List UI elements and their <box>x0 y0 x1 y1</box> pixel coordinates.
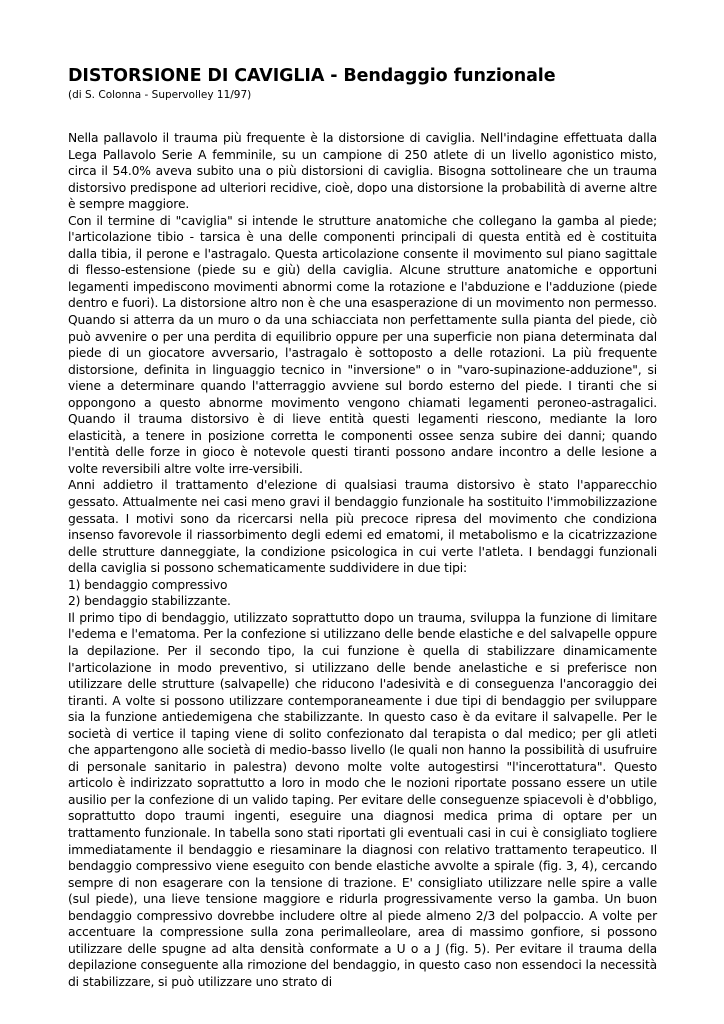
document-title: DISTORSIONE DI CAVIGLIA - Bendaggio funzionale <box>68 66 556 86</box>
paragraph-treatment: Anni addietro il trattamento d'elezione di qualsiasi trauma distorsivo è stato l'apparecchio gessato. Attualmente nei casi meno gravi il bendaggio funzionale ha sostituito l'immobilizzazione gessata. I motivi sono da ricercarsi nella più precoce ripresa del movimento che condiziona insenso favorevole il riassorbimento degli edemi ed ematomi, il metabolismo e la cicatrizzazione delle strutture danneggiate, la condizione psicologica in cui verte l'atleta. I bendaggi funzionali della caviglia si possono schematicamente suddividere in due tipi: <box>68 478 657 576</box>
document-page <box>68 64 657 990</box>
document-byline: (di S. Colonna - Supervolley 11/97) <box>68 89 252 101</box>
list-item-compressive: 1) bendaggio compressivo <box>68 577 228 592</box>
paragraph-intro: Nella pallavolo il trauma più frequente è la distorsione di caviglia. Nell'indagine effettuata dalla Lega Pallavolo Serie A femminile, su un campione di 250 atlete di un livello agonistico misto, circa il 54.0% aveva subito una o più distorsioni di caviglia. Bisogna sottolineare che un trauma distorsivo predispone ad ulteriori recidive, cioè, dopo una distorsione la probabilità di averne altre è sempre maggiore. <box>68 131 657 212</box>
article-body <box>68 130 657 990</box>
list-item-stabilizing: 2) bendaggio stabilizzante. <box>68 594 231 609</box>
paragraph-anatomy: Con il termine di "caviglia" si intende le strutture anatomiche che collegano la gamba al piede; l'articolazione tibio - tarsica è una delle componenti principali di questa entità ed è costituita dalla tibia, il perone e l'astragalo. Questa articolazione consente il movimento sul piano sagittale di flesso-estensione (piede su e giù) della caviglia. Alcune strutture anatomiche e opportuni legamenti impediscono movimenti abnormi come la rotazione e l'abduzione e l'adduzione (piede dentro e fuori). La distorsione altro non è che una esasperazione di un movimento non permesso. Quando si atterra da un muro o da una schiacciata non perfettamente sulla pianta del piede, ciò può avvenire o per una perdita di equilibrio oppure per una superficie non piana determinata dal piede di un giocatore avversario, l'astragalo è sottoposto a delle rotazioni. La più frequente distorsione, definita in linguaggio tecnico in "inversione" o in "varo-supinazione-adduzione", si viene a determinare quando l'atterraggio avviene sul bordo esterno del piede. I tiranti che si oppongono a questo abnorme movimento vengono chiamati legamenti peroneo-astragalici. Quando il trauma distorsivo è di lieve entità questi legamenti riescono, mediante la loro elasticità, a tenere in posizione corretta le componenti ossee senza subire dei danni; quando l'entità delle forze in gioco è notevole questi tiranti possono andare incontro a delle lesione a volte reversibili altre volte irre-versibili. <box>68 213 657 476</box>
paragraph-bandage-types: Il primo tipo di bendaggio, utilizzato soprattutto dopo un trauma, sviluppa la funzione di limitare l'edema e l'ematoma. Per la confezione si utilizzano delle bende elastiche e del salvapelle oppure la depilazione. Per il secondo tipo, la cui funzione è quella di stabilizzare dinamicamente l'articolazione in modo preventivo, si utilizzano delle bende anelastiche e si preferisce non utilizzare delle strutture (salvapelle) che riducono l'adesività e di conseguenza l'ancoraggio dei tiranti. A volte si possono utilizzare contemporaneamente i due tipi di bendaggio per sviluppare sia la funzione antiedemigena che stabilizzante. In questo caso è da evitare il salvapelle. Per le società di vertice il taping viene di solito confezionato dal terapista o dal medico; per gli atleti che appartengono alle società di medio-basso livello (le quali non hanno la possibilità di usufruire di personale sanitario in palestra) devono molte volte autogestirsi "l'incerottatura". Questo articolo è indirizzato soprattutto a loro in modo che le nozioni riportate possano essere un utile ausilio per la confezione di un valido taping. Per evitare delle conseguenze spiacevoli è d'obbligo, soprattutto dopo traumi ingenti, eseguire una diagnosi medica prima di optare per un trattamento funzionale. In tabella sono stati riportati gli eventuali casi in cui è consigliato togliere immediatamente il bendaggio e riesaminare la diagnosi con relativo trattamento terapeutico. Il bendaggio compressivo viene eseguito con bende elastiche avvolte a spirale (fig. 3, 4), cercando sempre di non esagerare con la tensione di trazione. E' consigliato utilizzare nelle spire a valle (sul piede), una lieve tensione maggiore e ridurla progressivamente verso la gamba. Un buon bendaggio compressivo dovrebbe includere oltre al piede almeno 2/3 del polpaccio. A volte per accentuare la compressione sulla zona perimalleolare, area di massimo gonfiore, si possono utilizzare delle spugne ad alta densità conformate a U o a J (fig. 5). Per evitare il trauma della depilazione conseguente alla rimozione del bendaggio, in questo caso non essendoci la necessità di stabilizzare, si può utilizzare uno strato di <box>68 610 657 989</box>
